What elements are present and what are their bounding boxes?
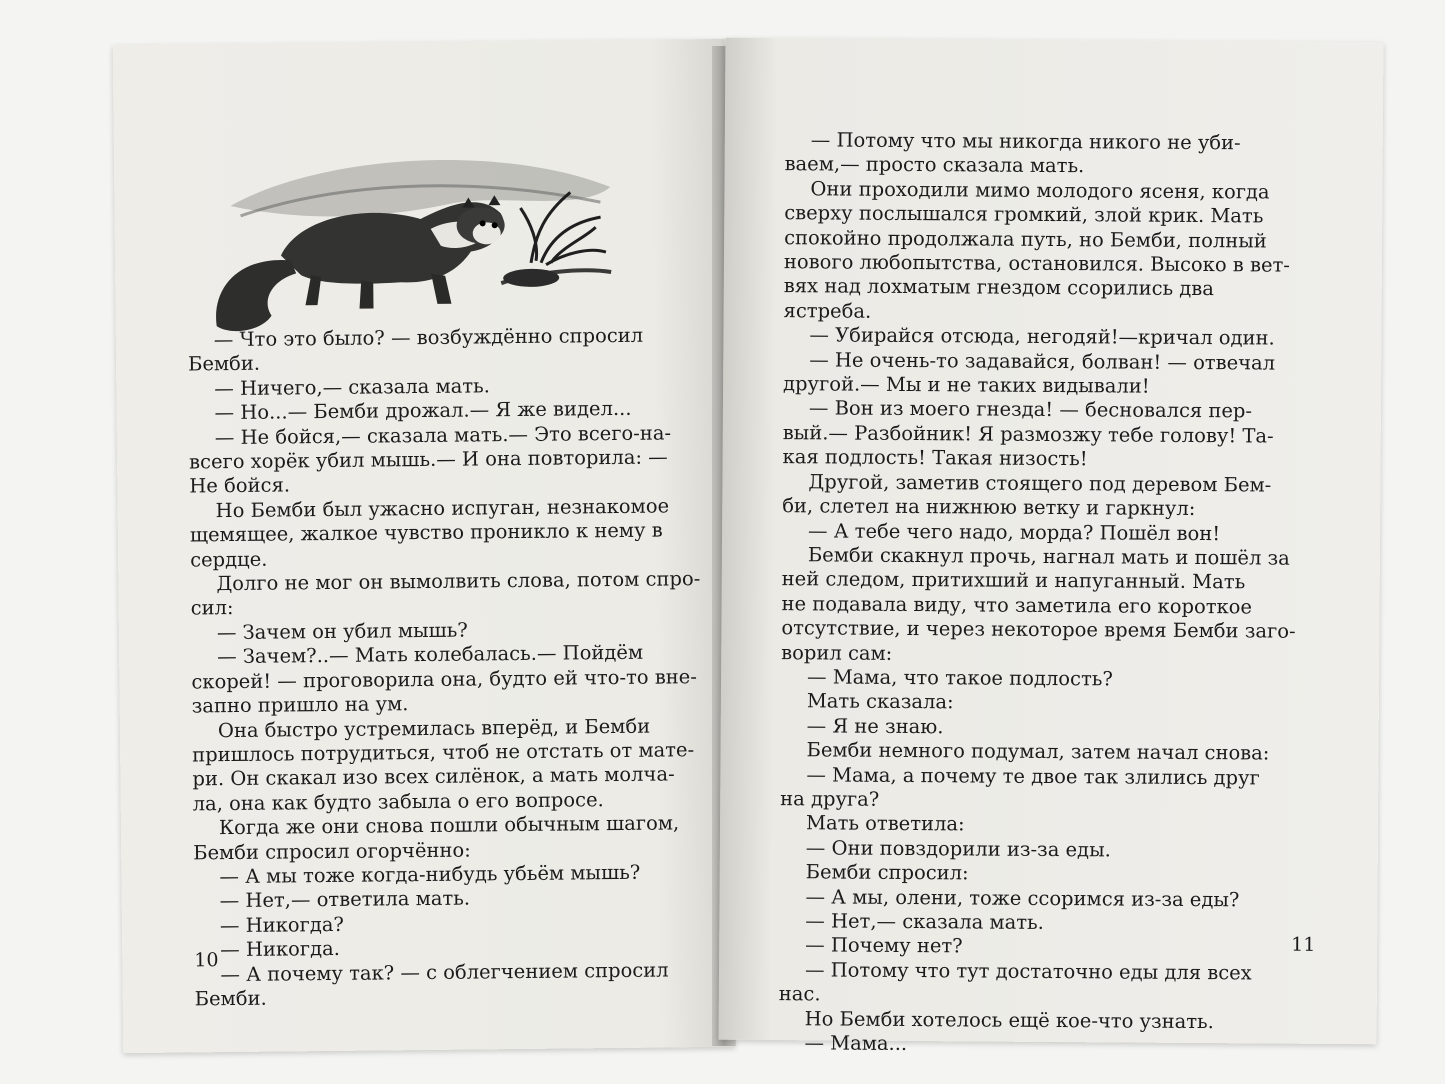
text-line: Но Бемби хотелось ещё кое-что узнать.: [804, 1006, 1214, 1033]
text-line: — Мама, а почему те двое так злились друг: [806, 762, 1260, 790]
text-line: ворил сам:: [781, 640, 893, 665]
text-line: спокойно продолжала путь, но Бемби, полный: [784, 225, 1267, 253]
text-line: Они проходили мимо молодого ясеня, когда: [810, 177, 1270, 204]
text-line: — Что это было? — возбуждённо спросил: [213, 323, 644, 352]
text-line: — Не очень-то задавайся, болван! — отвечал: [809, 347, 1276, 375]
left-page: [113, 39, 736, 1053]
right-page: [719, 38, 1384, 1056]
text-line: кая подлость! Такая низость!: [782, 445, 1088, 471]
text-line: отсутствие, и через некоторое время Бемби заго-: [781, 616, 1296, 643]
text-line: — Почему нет?: [805, 933, 963, 958]
text-line: вый.— Разбойник! Я размозжу тебе голову! Та-: [782, 420, 1274, 448]
text-line: — Потому что тут достаточно еды для всех: [804, 958, 1252, 985]
text-line: — Мама...: [804, 1031, 908, 1056]
text-line: — Ничего,— сказала мать.: [214, 374, 491, 400]
text-line: нового любопытства, остановился. Высоко в вет-: [783, 250, 1290, 277]
right-page-text: [778, 128, 1312, 1059]
text-line: — Зачем он убил мышь?: [216, 618, 468, 645]
text-line: Но Бемби был ужасно испуган, незнакомое: [215, 494, 670, 523]
text-line: запно пришло на ум.: [191, 692, 409, 718]
marten-illustration: [200, 132, 622, 336]
text-line: — Нет,— ответила мать.: [219, 886, 471, 913]
text-line: ваем,— просто сказала мать.: [784, 152, 1085, 178]
text-line: Долго не мог он вымолвить слова, потом спро-: [216, 567, 701, 596]
text-line: би, слетел на нижнюю ветку и гаркнул:: [782, 494, 1196, 521]
text-line: сверху послышался громкий, злой крик. Мать: [784, 201, 1264, 228]
text-line: другой.— Мы и не таких видывали!: [783, 372, 1150, 398]
text-line: всего хорёк убил мышь.— И она повторила: —: [188, 445, 668, 474]
text-line: сил:: [190, 596, 234, 620]
text-line: ней следом, притихший и напуганный. Мать: [781, 567, 1246, 594]
text-line: — Зачем?..— Мать колебалась.— Пойдём: [217, 640, 644, 669]
text-line: — Но...— Бемби дрожал.— Я же видел...: [214, 397, 632, 425]
text-line: скорей! — проговорила она, будто ей что-то вне-: [191, 664, 697, 694]
text-line: Другой, заметив стоящего под деревом Бем-: [808, 469, 1272, 497]
text-line: Бемби скакнул прочь, нагнал мать и пошёл за: [807, 543, 1290, 570]
text-line: Когда же они снова пошли обычным шагом,: [218, 811, 680, 840]
left-page-text: [187, 323, 701, 1011]
text-line: вях над лохматым гнездом ссорились два: [783, 274, 1215, 301]
text-line: пришлось потрудиться, чтоб не отстать от мате-: [192, 738, 695, 767]
text-line: — А тебе чего надо, морда? Пошёл вон!: [807, 518, 1221, 545]
text-line: Бемби.: [194, 986, 267, 1011]
text-line: — Никогда.: [220, 937, 341, 962]
text-line: — Мама, что такое подлость?: [806, 665, 1113, 691]
text-line: сердце.: [190, 547, 268, 572]
text-line: Мать сказала:: [806, 689, 954, 714]
text-line: Бемби спросил огорчённо:: [193, 838, 471, 864]
text-line: ла, она как будто забыла о его вопросе.: [192, 787, 604, 816]
text-line: щемящее, жалкое чувство проникло к нему в: [189, 518, 663, 547]
text-line: — А мы тоже когда-нибудь убьём мышь?: [219, 860, 641, 889]
page-number-right: 11: [1291, 933, 1316, 956]
text-line: — Убирайся отсюда, негодяй!—кричал один.: [809, 323, 1275, 350]
text-line: Не бойся.: [189, 473, 291, 498]
text-line: — Потому что мы никогда никого не уби-: [810, 128, 1241, 155]
text-line: — Никогда?: [219, 912, 345, 937]
text-line: — Вон из моего гнезда! — бесновался пер-: [808, 396, 1253, 423]
text-line: — Они повздорили из-за еды.: [805, 836, 1111, 862]
text-line: Она быстро устремилась вперёд, и Бемби: [217, 714, 651, 742]
text-line: Бемби.: [187, 352, 261, 376]
text-line: — А мы, олени, тоже ссоримся из-за еды?: [805, 884, 1240, 911]
text-line: Мать ответила:: [805, 811, 965, 836]
text-line: — А почему так? — с облегчением спросил: [220, 958, 669, 986]
text-line: на друга?: [780, 787, 880, 811]
text-line: ри. Он скакал изо всех силёнок, а мать молча-: [192, 762, 675, 791]
page-number-left: 10: [194, 949, 219, 972]
text-line: не подавала виду, что заметила его короткое: [781, 591, 1253, 619]
text-line: ястреба.: [783, 298, 872, 323]
text-line: нас.: [778, 982, 821, 1006]
text-line: — Я не знаю.: [806, 714, 944, 739]
text-line: Бемби немного подумал, затем начал снова:: [806, 738, 1270, 765]
text-line: — Нет,— сказала мать.: [805, 909, 1044, 934]
text-line: — Не бойся,— сказала мать.— Это всего-на-: [214, 421, 672, 449]
text-line: Бемби спросил:: [805, 860, 969, 885]
